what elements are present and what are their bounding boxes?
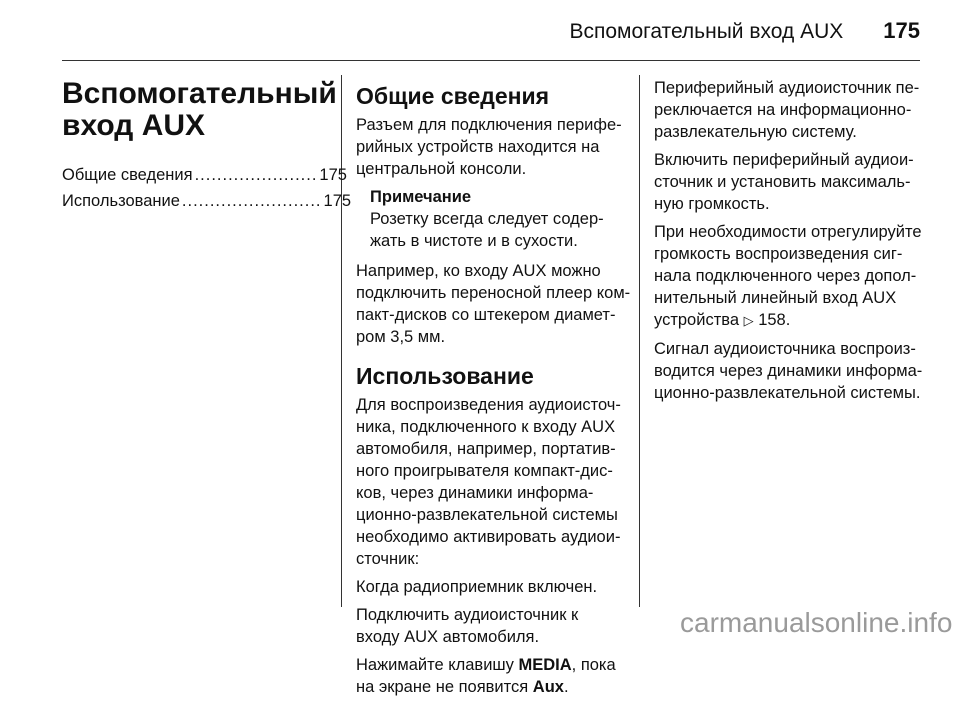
column-2 xyxy=(356,72,632,704)
paragraph xyxy=(654,77,926,143)
text: . xyxy=(785,311,791,329)
text-line: Периферийный аудиоисточник пе- xyxy=(654,79,920,97)
text-line: Например, ко входу AUX можно xyxy=(356,262,601,280)
paragraph xyxy=(654,338,926,404)
section-heading-usage: Использование xyxy=(356,363,534,389)
toc-dots: ......................... xyxy=(181,192,322,210)
text-line: ков, через динамики информа- xyxy=(356,484,594,502)
text-line: Розетку всегда следует содер- xyxy=(370,210,604,228)
toc-label: Использование xyxy=(62,192,180,210)
text-line: подключить переносной плеер ком- xyxy=(356,284,631,302)
column-divider xyxy=(341,75,342,607)
text-line: необходимо активировать аудиои- xyxy=(356,528,621,546)
text-line: громкость воспроизведения сиг- xyxy=(654,245,903,263)
text-line: нительный линейный вход AUX xyxy=(654,289,897,307)
paragraph xyxy=(356,576,632,598)
text-line: жать в чистоте и в сухости. xyxy=(370,232,578,250)
note-title: Примечание xyxy=(370,188,472,206)
chapter-title xyxy=(62,77,337,142)
title-line: Вспомогательный xyxy=(62,77,337,110)
aux-display-label: Aux xyxy=(532,678,564,696)
text-line xyxy=(356,654,632,676)
paragraph xyxy=(654,221,926,332)
title-line: вход AUX xyxy=(62,109,206,142)
text-line xyxy=(654,309,926,332)
text-line: Для воспроизведения аудиоисточ- xyxy=(356,396,621,414)
text-line: ника, подключенного к входу AUX xyxy=(356,418,616,436)
text: на экране не появится xyxy=(356,678,533,696)
page-reference-link[interactable]: 158 xyxy=(758,311,786,329)
paragraph xyxy=(356,114,632,180)
text-line: пакт-дисков со штекером диамет- xyxy=(356,306,616,324)
text-line xyxy=(356,676,632,698)
text-line: рийных устройств находится на xyxy=(356,138,600,156)
watermark: carmanualsonline.info xyxy=(680,607,953,638)
text-line: Включить периферийный аудиои- xyxy=(654,151,914,169)
section-heading-general: Общие сведения xyxy=(356,83,550,109)
text-line: центральной консоли. xyxy=(356,160,527,178)
text-line: водится через динамики информа- xyxy=(654,362,923,380)
text-line: Разъем для подключения перифе- xyxy=(356,116,622,134)
column-3 xyxy=(654,77,926,410)
header-title: Вспомогательный вход AUX xyxy=(569,20,844,43)
media-key-label: MEDIA xyxy=(518,656,572,674)
text-line: Подключить аудиоисточник к xyxy=(356,606,579,624)
toc-page: 175 xyxy=(319,166,347,184)
text-line: нала подключенного через допол- xyxy=(654,267,917,285)
text-line: сточник и установить максималь- xyxy=(654,173,911,191)
text-line: ром 3,5 мм. xyxy=(356,328,446,346)
text-line: сточник: xyxy=(356,550,420,568)
text-line: ционно-развлекательной системы. xyxy=(654,384,921,402)
text: , пока xyxy=(571,656,616,674)
paragraph xyxy=(356,604,632,648)
text-line: Сигнал аудиоисточника воспроиз- xyxy=(654,340,916,358)
text-line: ного проигрывателя компакт-дис- xyxy=(356,462,613,480)
toc-label: Общие сведения xyxy=(62,166,193,184)
text-line: Когда радиоприемник включен. xyxy=(356,578,598,596)
note-box xyxy=(370,186,632,252)
toc-page: 175 xyxy=(323,192,352,210)
header-rule xyxy=(62,60,920,61)
text-line: ционно-развлекательной системы xyxy=(356,506,618,524)
paragraph xyxy=(356,654,632,698)
text-line: автомобиля, например, портатив- xyxy=(356,440,616,458)
column-divider xyxy=(639,75,640,607)
toc-entry-usage[interactable] xyxy=(62,190,352,212)
text: устройства xyxy=(654,311,744,329)
page-reference-arrow-icon: ▷ xyxy=(743,313,754,328)
text: . xyxy=(563,678,569,696)
page-number: 175 xyxy=(883,18,920,43)
paragraph xyxy=(356,260,632,348)
text-line: При необходимости отрегулируйте xyxy=(654,223,922,241)
paragraph xyxy=(356,394,632,570)
text: Нажимайте клавишу xyxy=(356,656,519,674)
text-line: ную громкость. xyxy=(654,195,770,213)
toc-dots: ...................... xyxy=(194,166,318,184)
text-line: реключается на информационно- xyxy=(654,101,912,119)
paragraph xyxy=(654,149,926,215)
page-header xyxy=(569,18,920,44)
text-line: входу AUX автомобиля. xyxy=(356,628,540,646)
toc-entry-general[interactable] xyxy=(62,164,347,186)
column-1 xyxy=(62,72,352,212)
text-line: развлекательную систему. xyxy=(654,123,857,141)
